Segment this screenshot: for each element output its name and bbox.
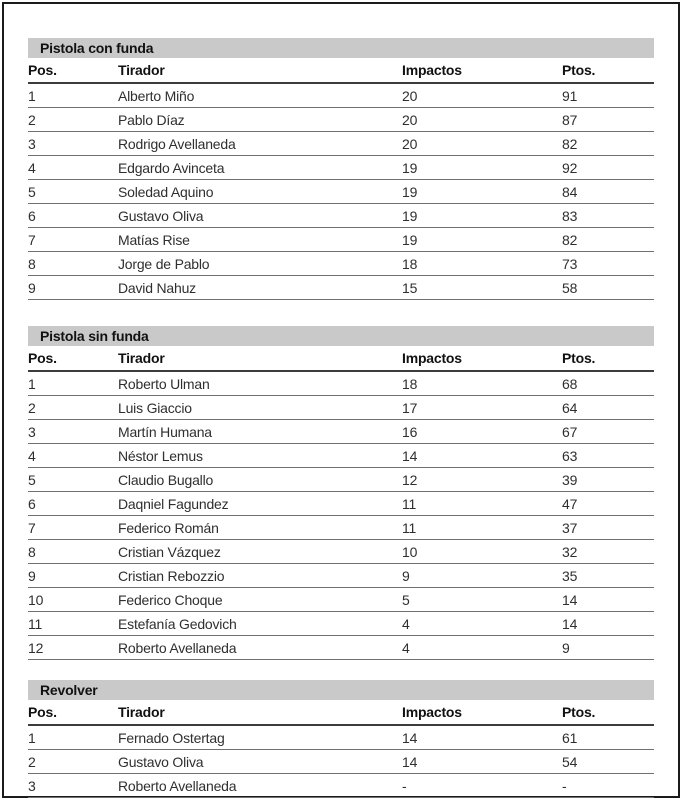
cell-tirador: Soledad Aquino <box>118 180 402 204</box>
cell-pos: 12 <box>28 636 118 660</box>
table-row <box>28 492 654 516</box>
cell-ptos: 32 <box>562 540 654 564</box>
column-header-impactos: Impactos <box>402 346 562 371</box>
section-title: Pistola sin funda <box>40 328 149 344</box>
table-row <box>28 204 654 228</box>
cell-impactos: 20 <box>402 83 562 108</box>
cell-tirador: Gustavo Oliva <box>118 204 402 228</box>
header-row <box>28 346 654 371</box>
header-row <box>28 58 654 83</box>
cell-ptos: - <box>562 774 654 798</box>
table-row <box>28 252 654 276</box>
cell-impactos: 19 <box>402 156 562 180</box>
cell-tirador: Néstor Lemus <box>118 444 402 468</box>
cell-pos: 11 <box>28 612 118 636</box>
cell-impactos: 19 <box>402 228 562 252</box>
cell-impactos: 11 <box>402 492 562 516</box>
cell-impactos: 10 <box>402 540 562 564</box>
cell-ptos: 14 <box>562 588 654 612</box>
column-header-ptos: Ptos. <box>562 700 654 725</box>
cell-pos: 7 <box>28 228 118 252</box>
cell-pos: 10 <box>28 588 118 612</box>
cell-ptos: 64 <box>562 396 654 420</box>
cell-pos: 3 <box>28 774 118 798</box>
cell-tirador: Roberto Ulman <box>118 371 402 396</box>
column-header-tirador: Tirador <box>118 346 402 371</box>
cell-ptos: 47 <box>562 492 654 516</box>
cell-tirador: Roberto Avellaneda <box>118 636 402 660</box>
cell-tirador: Gustavo Oliva <box>118 750 402 774</box>
column-header-tirador: Tirador <box>118 700 402 725</box>
cell-ptos: 61 <box>562 725 654 750</box>
column-header-impactos: Impactos <box>402 58 562 83</box>
cell-ptos: 14 <box>562 612 654 636</box>
section-title: Revolver <box>40 682 98 698</box>
cell-pos: 6 <box>28 204 118 228</box>
cell-impactos: 16 <box>402 420 562 444</box>
cell-ptos: 9 <box>562 636 654 660</box>
section-title-bar <box>28 38 654 58</box>
cell-ptos: 63 <box>562 444 654 468</box>
cell-impactos: 9 <box>402 564 562 588</box>
cell-ptos: 73 <box>562 252 654 276</box>
cell-tirador: Pablo Díaz <box>118 108 402 132</box>
table-row <box>28 108 654 132</box>
cell-tirador: Roberto Avellaneda <box>118 774 402 798</box>
cell-tirador: Daqniel Fagundez <box>118 492 402 516</box>
cell-pos: 5 <box>28 468 118 492</box>
cell-tirador: Alberto Miño <box>118 83 402 108</box>
cell-impactos: 17 <box>402 396 562 420</box>
results-table <box>28 58 654 300</box>
cell-pos: 3 <box>28 420 118 444</box>
cell-pos: 9 <box>28 276 118 300</box>
cell-ptos: 54 <box>562 750 654 774</box>
column-header-pos: Pos. <box>28 700 118 725</box>
cell-ptos: 35 <box>562 564 654 588</box>
cell-ptos: 83 <box>562 204 654 228</box>
table-row <box>28 83 654 108</box>
table-row <box>28 444 654 468</box>
cell-ptos: 68 <box>562 371 654 396</box>
cell-ptos: 84 <box>562 180 654 204</box>
cell-ptos: 67 <box>562 420 654 444</box>
cell-tirador: Matías Rise <box>118 228 402 252</box>
table-row <box>28 725 654 750</box>
cell-tirador: David Nahuz <box>118 276 402 300</box>
cell-ptos: 82 <box>562 132 654 156</box>
cell-pos: 2 <box>28 396 118 420</box>
cell-impactos: - <box>402 774 562 798</box>
cell-tirador: Federico Choque <box>118 588 402 612</box>
cell-impactos: 5 <box>402 588 562 612</box>
cell-ptos: 92 <box>562 156 654 180</box>
cell-impactos: 14 <box>402 725 562 750</box>
table-row <box>28 180 654 204</box>
cell-tirador: Fernado Ostertag <box>118 725 402 750</box>
cell-ptos: 39 <box>562 468 654 492</box>
cell-ptos: 37 <box>562 516 654 540</box>
table-row <box>28 564 654 588</box>
cell-impactos: 19 <box>402 204 562 228</box>
column-header-tirador: Tirador <box>118 58 402 83</box>
cell-tirador: Estefanía Gedovich <box>118 612 402 636</box>
table-row <box>28 540 654 564</box>
column-header-pos: Pos. <box>28 346 118 371</box>
table-row <box>28 396 654 420</box>
cell-tirador: Jorge de Pablo <box>118 252 402 276</box>
cell-impactos: 4 <box>402 612 562 636</box>
table-row <box>28 468 654 492</box>
cell-impactos: 4 <box>402 636 562 660</box>
section-pistola-con-funda <box>28 38 654 300</box>
column-header-ptos: Ptos. <box>562 346 654 371</box>
cell-ptos: 91 <box>562 83 654 108</box>
section-pistola-sin-funda <box>28 326 654 660</box>
cell-impactos: 12 <box>402 468 562 492</box>
section-title: Pistola con funda <box>40 40 154 56</box>
cell-impactos: 15 <box>402 276 562 300</box>
cell-ptos: 58 <box>562 276 654 300</box>
cell-tirador: Cristian Rebozzio <box>118 564 402 588</box>
column-header-pos: Pos. <box>28 58 118 83</box>
section-revolver <box>28 680 654 798</box>
cell-pos: 4 <box>28 156 118 180</box>
cell-impactos: 11 <box>402 516 562 540</box>
cell-pos: 1 <box>28 371 118 396</box>
cell-pos: 1 <box>28 83 118 108</box>
cell-pos: 2 <box>28 108 118 132</box>
table-row <box>28 636 654 660</box>
column-header-impactos: Impactos <box>402 700 562 725</box>
table-row <box>28 228 654 252</box>
cell-impactos: 19 <box>402 180 562 204</box>
cell-tirador: Federico Román <box>118 516 402 540</box>
section-title-bar <box>28 680 654 700</box>
column-header-ptos: Ptos. <box>562 58 654 83</box>
cell-tirador: Luis Giaccio <box>118 396 402 420</box>
table-row <box>28 588 654 612</box>
cell-impactos: 18 <box>402 371 562 396</box>
cell-ptos: 87 <box>562 108 654 132</box>
page-content <box>28 38 654 798</box>
cell-pos: 4 <box>28 444 118 468</box>
cell-pos: 8 <box>28 540 118 564</box>
section-title-bar <box>28 326 654 346</box>
results-table <box>28 346 654 660</box>
cell-pos: 2 <box>28 750 118 774</box>
table-row <box>28 750 654 774</box>
table-row <box>28 516 654 540</box>
cell-pos: 5 <box>28 180 118 204</box>
results-table <box>28 700 654 798</box>
table-row <box>28 774 654 798</box>
cell-pos: 3 <box>28 132 118 156</box>
cell-impactos: 20 <box>402 108 562 132</box>
cell-tirador: Rodrigo Avellaneda <box>118 132 402 156</box>
cell-impactos: 14 <box>402 750 562 774</box>
cell-pos: 8 <box>28 252 118 276</box>
table-row <box>28 612 654 636</box>
table-row <box>28 276 654 300</box>
cell-impactos: 18 <box>402 252 562 276</box>
table-row <box>28 420 654 444</box>
header-row <box>28 700 654 725</box>
table-row <box>28 132 654 156</box>
cell-ptos: 82 <box>562 228 654 252</box>
cell-tirador: Edgardo Avinceta <box>118 156 402 180</box>
cell-pos: 7 <box>28 516 118 540</box>
cell-pos: 9 <box>28 564 118 588</box>
cell-pos: 1 <box>28 725 118 750</box>
table-row <box>28 371 654 396</box>
cell-impactos: 14 <box>402 444 562 468</box>
cell-pos: 6 <box>28 492 118 516</box>
cell-tirador: Cristian Vázquez <box>118 540 402 564</box>
cell-tirador: Martín Humana <box>118 420 402 444</box>
cell-impactos: 20 <box>402 132 562 156</box>
table-row <box>28 156 654 180</box>
cell-tirador: Claudio Bugallo <box>118 468 402 492</box>
